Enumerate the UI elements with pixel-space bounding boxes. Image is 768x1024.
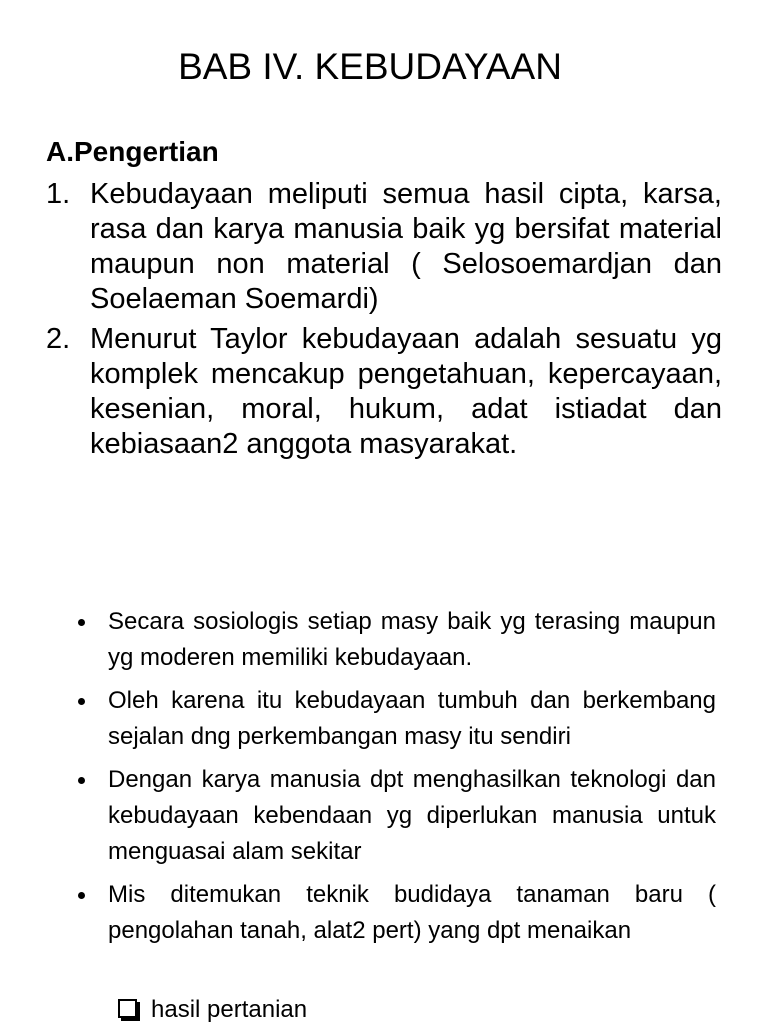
list-number: 1.	[46, 178, 71, 210]
bullet-dot-icon	[78, 698, 85, 705]
bullet-dot-icon	[78, 777, 85, 784]
sub-bullet-item	[118, 992, 307, 1024]
list-item	[46, 177, 722, 317]
bullet-dot-icon	[78, 619, 85, 626]
bullet-item	[74, 683, 716, 755]
bullet-item	[74, 762, 716, 870]
list-item-text: Menurut Taylor kebudayaan adalah sesuatu yg komplek mencakup pengetahuan, kepercayaan, kesenian, moral, hukum, adat istiadat dan kebiasaan2 anggota masyarakat.	[90, 323, 722, 460]
list-item	[46, 322, 722, 462]
bullet-item	[74, 877, 716, 949]
slide-sociology	[0, 560, 768, 1024]
definition-list	[46, 177, 722, 467]
bullet-text: Secara sosiologis setiap masy baik yg terasing maupun yg moderen memiliki kebudayaan.	[108, 608, 716, 671]
bullet-dot-icon	[78, 892, 85, 899]
bullet-item	[74, 604, 716, 676]
sub-bullet-text: hasil pertanian	[151, 996, 308, 1023]
bullet-text: Mis ditemukan teknik budidaya tanaman baru ( pengolahan tanah, alat2 pert) yang dpt menaikan	[108, 881, 716, 944]
bullet-text: Dengan karya manusia dpt menghasilkan teknologi dan kebudayaan kebendaan yg diperlukan manusia untuk menguasai alam sekitar	[108, 766, 716, 865]
page-title: BAB IV. KEBUDAYAAN	[178, 46, 562, 87]
list-number: 2.	[46, 323, 71, 355]
list-item-text: Kebudayaan meliputi semua hasil cipta, karsa, rasa dan karya manusia baik yg bersifat material maupun non material ( Selosoemardjan dan Soelaeman Soemardi)	[90, 178, 722, 315]
bullet-list	[74, 604, 716, 956]
section-heading: A.Pengertian	[46, 136, 219, 167]
checkbox-icon	[118, 999, 137, 1018]
bullet-text: Oleh karena itu kebudayaan tumbuh dan berkembang sejalan dng perkembangan masy itu sendiri	[108, 687, 716, 750]
